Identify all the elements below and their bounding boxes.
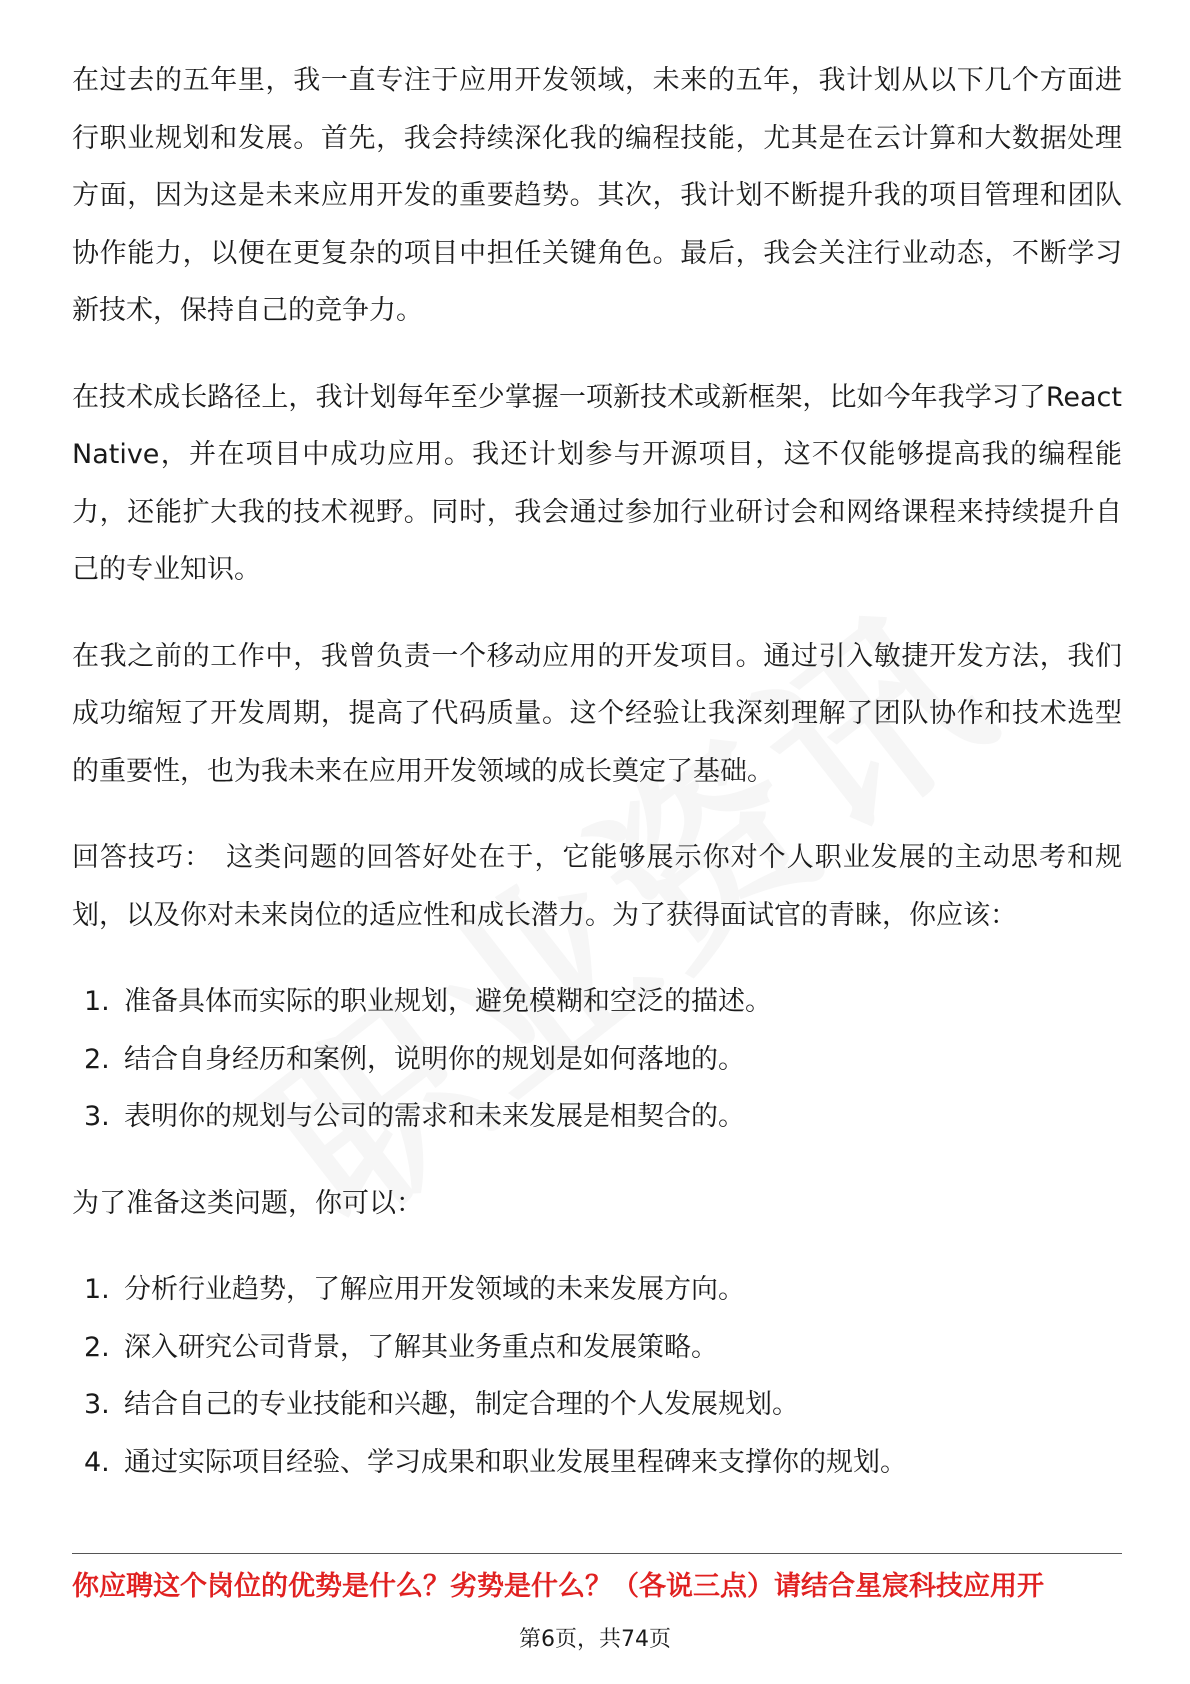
tips-label: 回答技巧： [72, 842, 213, 873]
list-number: 2. [84, 1331, 110, 1363]
list-number: 4. [84, 1446, 110, 1478]
list-text: 深入研究公司背景，了解其业务重点和发展策略。 [124, 1331, 718, 1363]
list-number: 1. [84, 986, 110, 1017]
list-item [72, 1434, 1122, 1492]
section-divider [72, 1553, 1122, 1554]
list-number: 1. [84, 1274, 110, 1305]
list-text: 表明你的规划与公司的需求和未来发展是相契合的。 [124, 1101, 745, 1132]
prep-intro: 为了准备这类问题，你可以： [72, 1187, 423, 1219]
list-item [72, 1088, 1122, 1146]
list-text: 结合自身经历和案例，说明你的规划是如何落地的。 [124, 1043, 745, 1075]
list-item [72, 1376, 1122, 1434]
list-item [72, 973, 1122, 1031]
paragraph-2: 在技术成长路径上，我计划每年至少掌握一项新技术或新框架，比如今年我学习了React Native，并在项目中成功应用。我还计划参与开源项目，这不仅能够提高我的编程能力，还能扩大我的技术视野。同时，我会通过参加行业研讨会和网络课程来持续提升自己的专业知识。 [72, 381, 1122, 585]
paragraph-3: 在我之前的工作中，我曾负责一个移动应用的开发项目。通过引入敏捷开发方法，我们成功缩短了开发周期，提高了代码质量。这个经验让我深刻理解了团队协作和技术选型的重要性，也为我未来在应用开发领域的成长奠定了基础。 [72, 640, 1122, 787]
tips-text: 这类问题的回答好处在于，它能够展示你对个人职业发展的主动思考和规划，以及你对未来岗位的适应性和成长潜力。为了获得面试官的青睐，你应该： [72, 842, 1123, 931]
list-item [72, 1319, 1122, 1377]
list-text: 通过实际项目经验、学习成果和职业发展里程碑来支撑你的规划。 [124, 1446, 907, 1478]
list-text: 分析行业趋势，了解应用开发领域的未来发展方向。 [124, 1274, 745, 1305]
tips-list [72, 973, 1122, 1146]
document-body [72, 52, 1122, 1520]
list-number: 3. [84, 1389, 110, 1420]
list-item [72, 1031, 1122, 1089]
list-text: 准备具体而实际的职业规划，避免模糊和空泛的描述。 [124, 986, 772, 1017]
list-text: 结合自己的专业技能和兴趣，制定合理的个人发展规划。 [124, 1389, 799, 1420]
page-number: 第6页，共74页 [519, 1627, 671, 1652]
list-number: 2. [84, 1043, 110, 1075]
list-number: 3. [84, 1101, 110, 1132]
next-question-heading: 你应聘这个岗位的优势是什么？劣势是什么？（各说三点）请结合星宸科技应用开 [72, 1571, 1044, 1602]
paragraph-1: 在过去的五年里，我一直专注于应用开发领域，未来的五年，我计划从以下几个方面进行职业规划和发展。首先，我会持续深化我的编程技能，尤其是在云计算和大数据处理方面，因为这是未来应用开发的重要趋势。其次，我计划不断提升我的项目管理和团队协作能力，以便在更复杂的项目中担任关键角色。最后，我会关注行业动态，不断学习新技术，保持自己的竞争力。 [72, 65, 1122, 326]
prep-list [72, 1261, 1122, 1491]
tips-paragraph [72, 829, 1122, 944]
list-item [72, 1261, 1122, 1319]
